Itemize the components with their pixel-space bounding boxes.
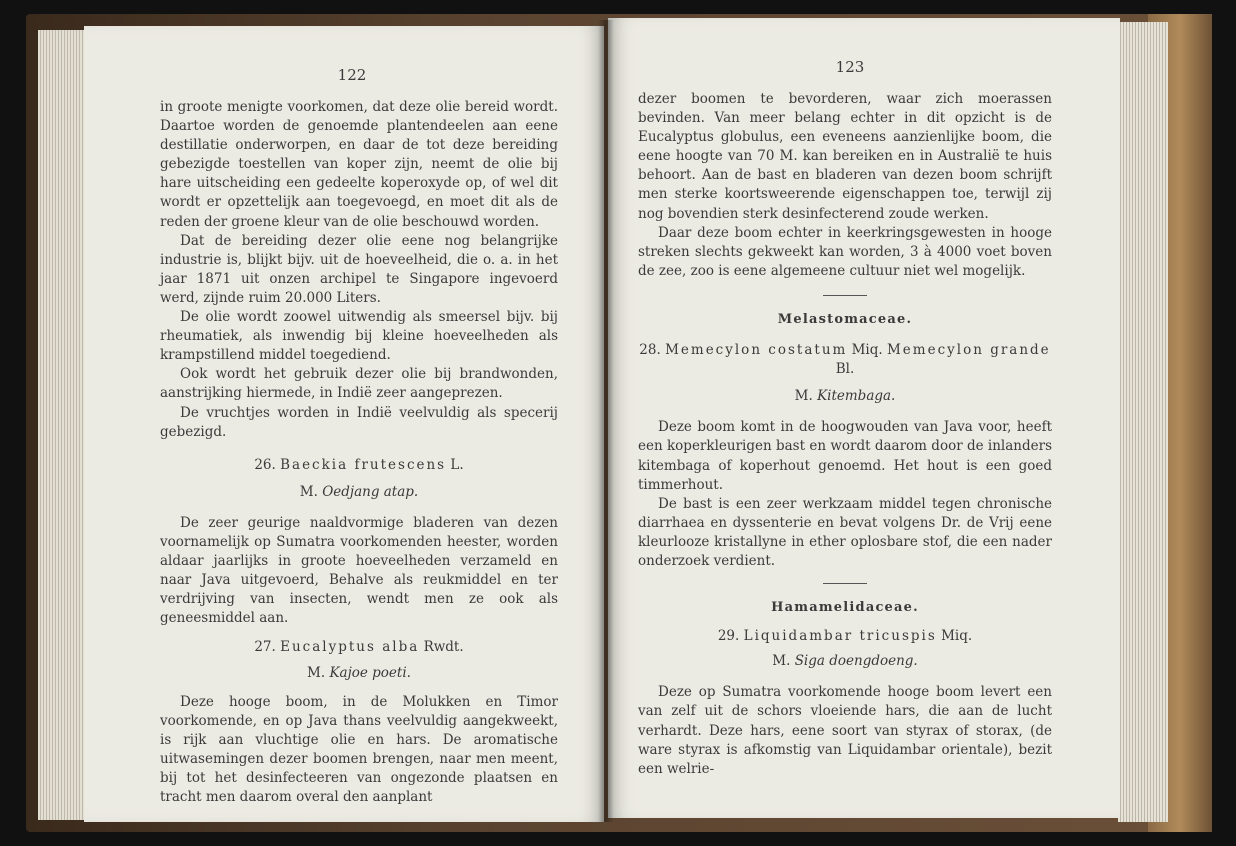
local-name-28 — [638, 387, 1052, 406]
synonym-author: Bl. — [835, 361, 855, 378]
species-name: Liquidambar tricuspis — [743, 628, 937, 645]
paragraph: De olie wordt zoowel uitwendig als smeersel bijv. bij rheumatiek, als inwendig bij kleine hoeveelheden als krampstillend middel toegediend. — [160, 309, 558, 364]
local-name-prefix: M. — [307, 664, 326, 681]
local-name-prefix: M. — [299, 483, 318, 500]
section-number: 26. — [254, 456, 276, 473]
local-name-29 — [638, 652, 1052, 671]
left-page — [84, 26, 604, 822]
page-number-right: 123 — [835, 58, 865, 76]
right-page-stack — [1118, 22, 1168, 822]
paragraph: Daar deze boom echter in keerkringsgewesten in hooge streken slechts gekweekt kan worden, 3 à 4000 voet boven de zee, zoo is eene algemeene cultuur niet wel mogelijk. — [638, 224, 1052, 279]
species-author: Miq. — [851, 342, 883, 359]
species-name: Memecylon costatum — [665, 342, 848, 359]
local-name: Kajoe poeti. — [329, 664, 411, 681]
species-synonym: Memecylon grande — [886, 342, 1051, 359]
local-name-26 — [160, 483, 558, 502]
species-author: L. — [450, 456, 464, 473]
species-author: Rwdt. — [423, 639, 464, 656]
family-heading-melastomaceae: Melastomaceae. — [777, 311, 913, 327]
paragraph: De bast is een zeer werkzaam middel tegen chronische diarrhaea en dyssenterie en bevat volgens Dr. de Vrij eene kleurlooze kristallyne in ether oplosbare stof, die een nader onderzoek verdient. — [638, 495, 1052, 569]
local-name: Siga doengdoeng. — [794, 653, 918, 670]
section-number: 29. — [717, 628, 740, 645]
paragraph: Ook wordt het gebruik dezer olie bij brandwonden, aanstrijking hiermede, in Indië zeer aangeprezen. — [160, 366, 558, 402]
right-page — [608, 18, 1120, 818]
paragraph: Deze boom komt in de hoogwouden van Java voor, heeft een koperkleurigen bast en wordt daarom door de inlanders kitembaga of koperhout genoemd. Het hout is een goed timmerhout. — [638, 419, 1052, 493]
right-page-text — [638, 90, 1052, 779]
local-name: Kitembaga. — [817, 388, 896, 405]
paragraph: Dat de bereiding dezer olie eene nog belangrijke industrie is, blijkt bijv. uit de hoeveelheid, die o. a. in het jaar 1871 uit onzen archipel te Singapore ingevoerd werd, zijnde ruim 20.000 Liters. — [160, 232, 558, 306]
paragraph: Deze hooge boom, in de Molukken en Timor voorkomende, en op Java thans veelvuldig aangekweekt, is rijk aan vluchtige olie en hars. De aromatische uitwasemingen dezer boomen brengen, naar men meent, bij tot het desinfecteeren van ongezonde plaatsen en tracht men daarom overal den aanplant — [160, 693, 558, 806]
species-heading-28 — [638, 341, 1052, 379]
paragraph: Deze op Sumatra voorkomende hooge boom levert een van zelf uit de schors vloeiende hars, die aan de lucht verhardt. Deze hars, eene soort van styrax of storax, (de ware styrax is afkomstig van Liquidambar orientale), bezit een welrie- — [638, 684, 1052, 777]
left-page-stack — [38, 30, 84, 820]
left-page-text — [160, 98, 558, 807]
species-author: Miq. — [941, 628, 973, 645]
local-name-prefix: M. — [772, 653, 791, 670]
family-heading-hamamelidaceae: Hamamelidaceae. — [771, 600, 919, 616]
paragraph: De vruchtjes worden in Indië veelvuldig als specerij gebezigd. — [160, 404, 558, 440]
paragraph: in groote menigte voorkomen, dat deze olie bereid wordt. Daartoe worden de genoemde plantendeelen aan eene destillatie onderworpen, en daar de tot deze bereiding gebezigde toestellen van koper zijn, neemt de olie bij hare uitscheiding een gedeelte koperoxyde op, of wel dit wordt er opzettelijk aan toegevoegd, en moet dit als de reden der groene kleur van de olie beschouwd worden. — [160, 99, 558, 230]
species-name: Eucalyptus alba — [280, 639, 420, 656]
book-gutter — [598, 20, 614, 822]
local-name: Oedjang atap. — [322, 483, 419, 500]
paragraph: De zeer geurige naaldvormige bladeren van dezen voornamelijk op Sumatra voorkomenden heester, worden aldaar jaarlijks in groote hoeveelheden verzameld en naar Java uitgevoerd, Behalve als reukmiddel en ter verdrijving van insecten, wendt men ze ook als geneesmiddel aan. — [160, 514, 558, 627]
page-number-left: 122 — [337, 66, 367, 84]
local-name-prefix: M. — [794, 388, 813, 405]
species-heading-26 — [160, 456, 558, 475]
species-heading-27 — [160, 638, 558, 657]
section-number: 27. — [254, 639, 276, 656]
species-heading-29 — [638, 627, 1052, 646]
species-name: Baeckia frutescens — [280, 456, 447, 473]
paragraph: dezer boomen te bevorderen, waar zich moerassen bevinden. Van meer belang echter in dit opzicht is de Eucalyptus globulus, een eveneens aanzienlijke boom, die eene hoogte van 70 M. kan bereiken en in Australië te huis behoort. Aan de bast en bladeren van dezen boom schrijft men sterke koortsweerende eigenschappen toe, terwijl zij nog bovendien sterk desinfecterend zoude werken. — [638, 91, 1052, 222]
section-number: 28. — [639, 342, 661, 359]
local-name-27 — [160, 664, 558, 683]
